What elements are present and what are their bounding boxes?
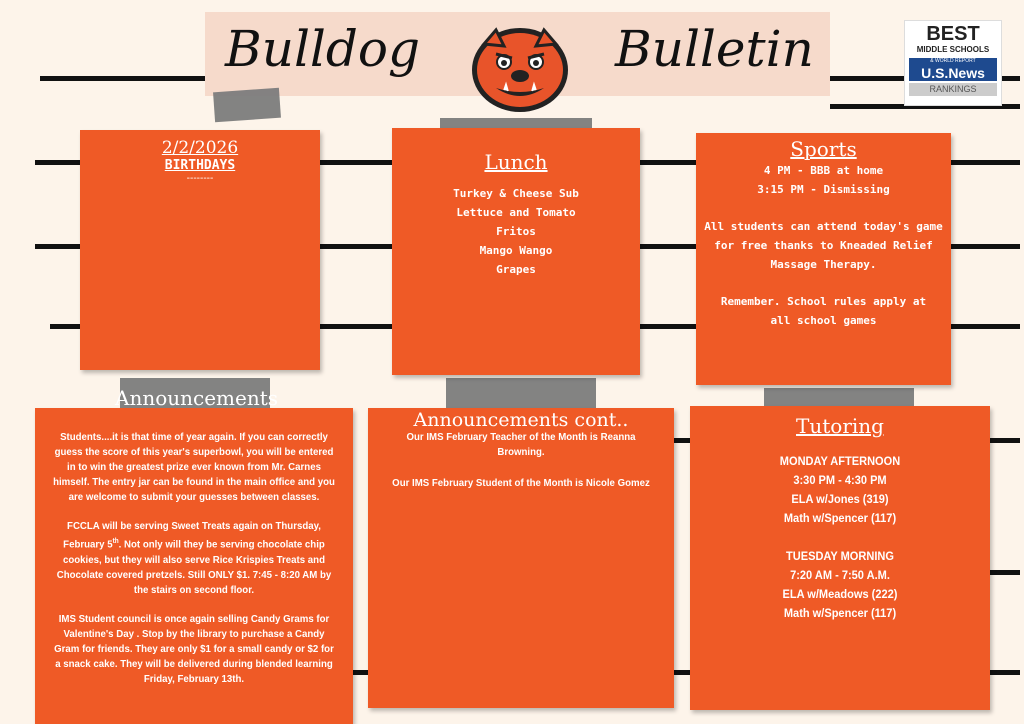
tutoring-line: MONDAY AFTERNOON — [779, 454, 901, 468]
tutoring-title: Tutoring — [796, 414, 884, 438]
birthdays-heading: BIRTHDAYS — [164, 158, 236, 173]
lunch-item: Turkey & Cheese Sub — [453, 187, 579, 200]
title-right: Bulletin — [615, 20, 814, 78]
sports-line: 4 PM - BBB at home — [763, 164, 884, 177]
decor-line — [40, 76, 210, 81]
lunch-item: Fritos — [496, 225, 536, 238]
announcement-text: FCCLA will be serving Sweet Treats again on Thursday, February 5 — [63, 520, 321, 551]
announcements-cont-title: Announcements cont.. — [413, 409, 629, 431]
decor-line — [948, 160, 1020, 165]
announcement-paragraph — [51, 519, 336, 598]
announcements-card — [35, 386, 353, 724]
lunch-item: Grapes — [496, 263, 536, 276]
decor-line — [318, 244, 396, 249]
sports-card — [696, 133, 951, 385]
sports-line: 3:15 PM - Dismissing — [757, 183, 890, 196]
tutoring-line: 3:30 PM - 4:30 PM — [793, 473, 887, 487]
bulldog-mascot-icon — [466, 22, 574, 116]
announcement-sup: th — [112, 538, 119, 545]
tape — [213, 88, 281, 123]
lunch-item: Lettuce and Tomato — [456, 206, 576, 219]
decor-line — [948, 324, 1020, 329]
decor-line — [638, 160, 700, 165]
tutoring-line: ELA w/Meadows (222) — [782, 587, 898, 601]
title-left: Bulldog — [225, 20, 421, 78]
birthdays-card — [80, 130, 320, 370]
tutoring-line: ELA w/Jones (319) — [791, 492, 889, 506]
best-schools-badge — [904, 20, 1002, 106]
decor-line — [948, 244, 1020, 249]
announcements-cont-card — [368, 408, 674, 708]
lunch-card — [392, 128, 640, 375]
decor-line — [35, 160, 85, 165]
lunch-item: Mango Wango — [479, 244, 553, 257]
tutoring-line: Math w/Spencer (117) — [783, 606, 897, 620]
decor-line — [638, 244, 700, 249]
tutoring-line: 7:20 AM - 7:50 A.M. — [790, 568, 890, 582]
tape — [446, 378, 596, 410]
tutoring-card — [690, 406, 990, 710]
sports-title: Sports — [790, 137, 857, 161]
announcements-title: Announcements — [115, 386, 279, 410]
badge-small: & WORLD REPORT — [930, 58, 976, 64]
decor-line — [990, 438, 1020, 443]
decor-line — [318, 160, 396, 165]
decor-line — [990, 570, 1020, 575]
tutoring-line: TUESDAY MORNING — [786, 549, 894, 563]
badge-rankings: RANKINGS — [909, 83, 997, 96]
announcement-paragraph: IMS Student council is once again selling Candy Grams for Valentine's Day . Stop by the library to purchase a Candy Gram for friends. They are only $1 for a small candy or $2 for a snack cake. They will be delivered during blended learning Friday, February 13th. — [54, 612, 334, 685]
sports-paragraph: Remember. School rules apply at all school games — [720, 295, 927, 327]
decor-line — [990, 670, 1020, 675]
badge-usnews: U.S.News — [921, 65, 985, 81]
birthdays-date: 2/2/2026 — [161, 138, 239, 158]
announcement-paragraph: Students....it is that time of year again. If you can correctly guess the score of this year's superbowl, you will be entered in to win the greatest prize ever known from Mr. Carnes himself. The entry jar can be found in the main office and you are welcome to submit your guesses between classes. — [53, 431, 335, 503]
announcement-cont-paragraph: Our IMS February Teacher of the Month is Reanna Browning. — [406, 431, 636, 458]
lunch-title: Lunch — [484, 150, 548, 174]
badge-middle-schools: MIDDLE SCHOOLS — [916, 45, 990, 54]
announcement-text: . Not only will they be serving chocolate chip cookies, but they will also serve Rice Krispies Treats and Chocolate covered pretzels. Still ONLY $1. 7:45 - 8:20 AM by the stairs on second floor. — [56, 538, 332, 596]
decor-line — [638, 324, 700, 329]
sports-paragraph: All students can attend today's game for free thanks to Kneaded Relief Massage Therapy. — [704, 220, 943, 271]
badge-usnews-bar — [909, 58, 997, 81]
tutoring-line: Math w/Spencer (117) — [783, 511, 897, 525]
decor-line — [318, 324, 396, 329]
birthdays-body: -------- — [186, 173, 214, 184]
announcement-cont-paragraph: Our IMS February Student of the Month is Nicole Gomez — [392, 477, 650, 489]
badge-best: BEST — [926, 23, 980, 45]
decor-line — [35, 244, 85, 249]
